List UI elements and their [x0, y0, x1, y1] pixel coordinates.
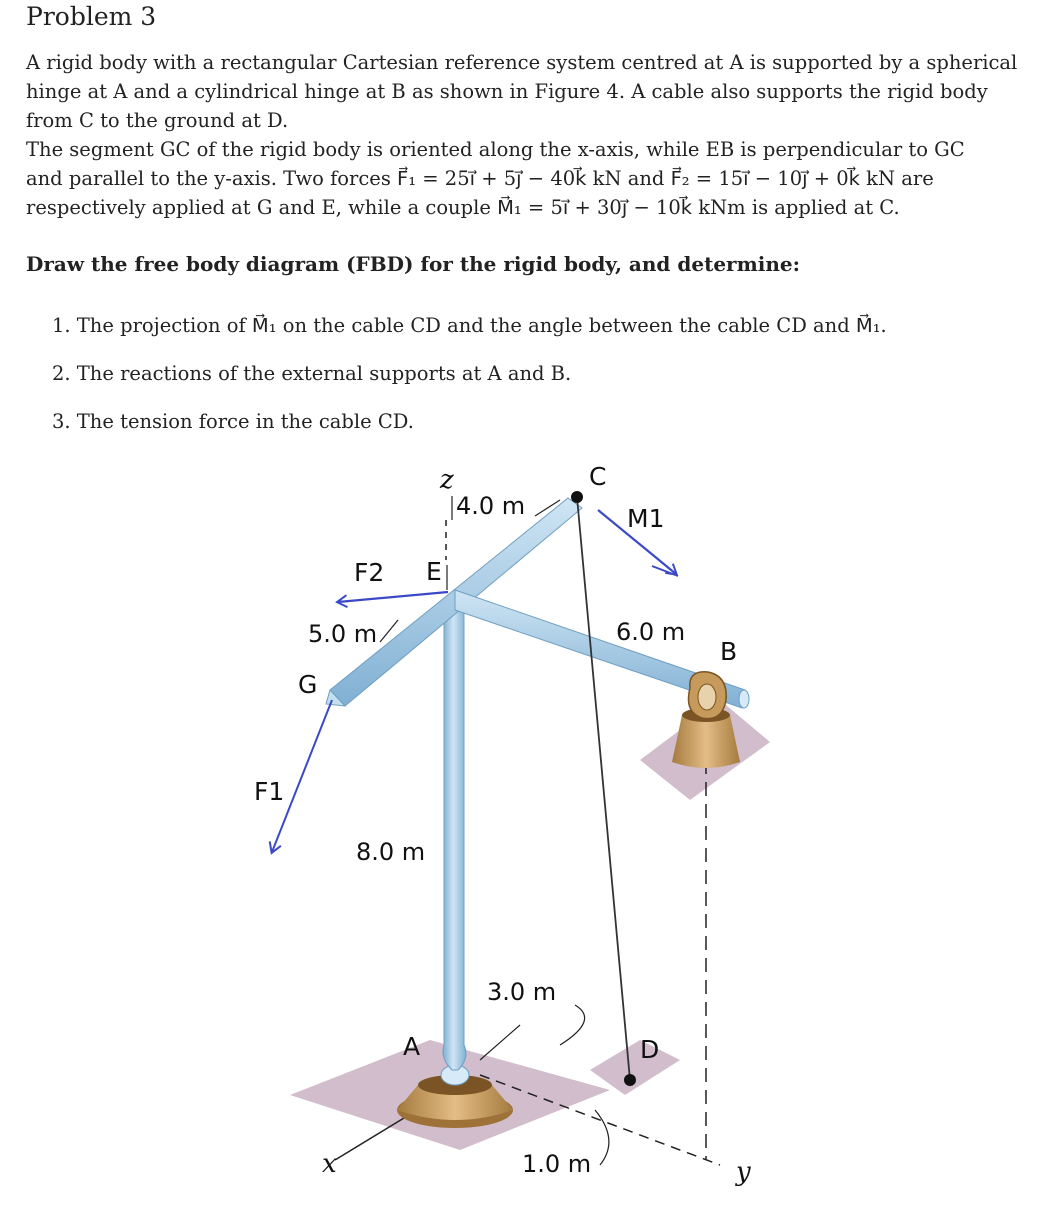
paragraph-line-6: respectively applied at G and E, while a couple M⃗₁ = 5ı⃗ + 30ȷ⃗ − 10k⃗ kNm is applied at C.: [26, 196, 900, 219]
label-axis-y: y: [736, 1157, 751, 1187]
dim-label-ge: 5.0 m: [308, 620, 378, 648]
paragraph-line-5: and parallel to the y-axis. Two forces F⃗₁ = 25ı⃗ + 5ȷ⃗ − 40k⃗ kN and F⃗₂ = 15ı⃗ − 10ȷ⃗ + 0k⃗ kN are: [26, 167, 934, 190]
problem-title: Problem 3: [26, 2, 157, 31]
label-axis-x: x: [322, 1149, 337, 1179]
label-moment-m1: M1: [627, 504, 665, 533]
dim-arc-3m: [560, 1005, 585, 1045]
paragraph-line-3: from C to the ground at D.: [26, 109, 289, 132]
dim-label-ec: 4.0 m: [456, 492, 526, 520]
paragraph-line-4: The segment GC of the rigid body is oriented along the x-axis, while EB is perpendicular to GC: [26, 138, 965, 161]
label-point-e: E: [426, 557, 442, 586]
label-point-a: A: [403, 1032, 421, 1061]
moment-m1-arrow-head2: [652, 566, 678, 576]
hinge-b-hole: [698, 684, 716, 710]
support-base-b: [672, 715, 740, 768]
label-point-b: B: [720, 637, 738, 666]
label-point-c: C: [589, 462, 607, 491]
question-item-1: 1. The projection of M⃗₁ on the cable CD and the angle between the cable CD and M⃗₁.: [52, 314, 887, 337]
paragraph-line-1: A rigid body with a rectangular Cartesian reference system centred at A is supported by a spherical: [26, 51, 1018, 74]
dim-label-ad-x: 3.0 m: [487, 978, 557, 1006]
label-force-f2: F2: [354, 558, 385, 587]
label-point-d: D: [640, 1035, 660, 1064]
dim-label-eb: 6.0 m: [616, 618, 686, 646]
label-axis-z: z: [440, 465, 454, 495]
dim-line-3m: [480, 1025, 520, 1060]
question-item-2: 2. The reactions of the external supports at A and B.: [52, 362, 572, 385]
dim-label-ae: 8.0 m: [356, 838, 426, 866]
label-force-f1: F1: [254, 777, 285, 806]
task-heading: Draw the free body diagram (FBD) for the rigid body, and determine:: [26, 252, 800, 276]
bar-end-b: [739, 690, 749, 708]
point-c-dot: [571, 491, 583, 503]
force-f2-arrow: [338, 592, 448, 602]
cable-cd: [577, 497, 630, 1080]
force-f1-arrow: [272, 700, 332, 852]
floor-patch-d: [590, 1040, 680, 1095]
label-point-g: G: [298, 670, 318, 699]
question-item-3: 3. The tension force in the cable CD.: [52, 410, 414, 433]
dim-label-ad-y: 1.0 m: [522, 1150, 592, 1178]
bar-ae: [443, 605, 466, 1070]
point-d-dot: [624, 1074, 636, 1086]
paragraph-line-2: hinge at A and a cylindrical hinge at B as shown in Figure 4. A cable also supports the rigid body: [26, 80, 988, 103]
figure-4-diagram: [0, 440, 1059, 1208]
